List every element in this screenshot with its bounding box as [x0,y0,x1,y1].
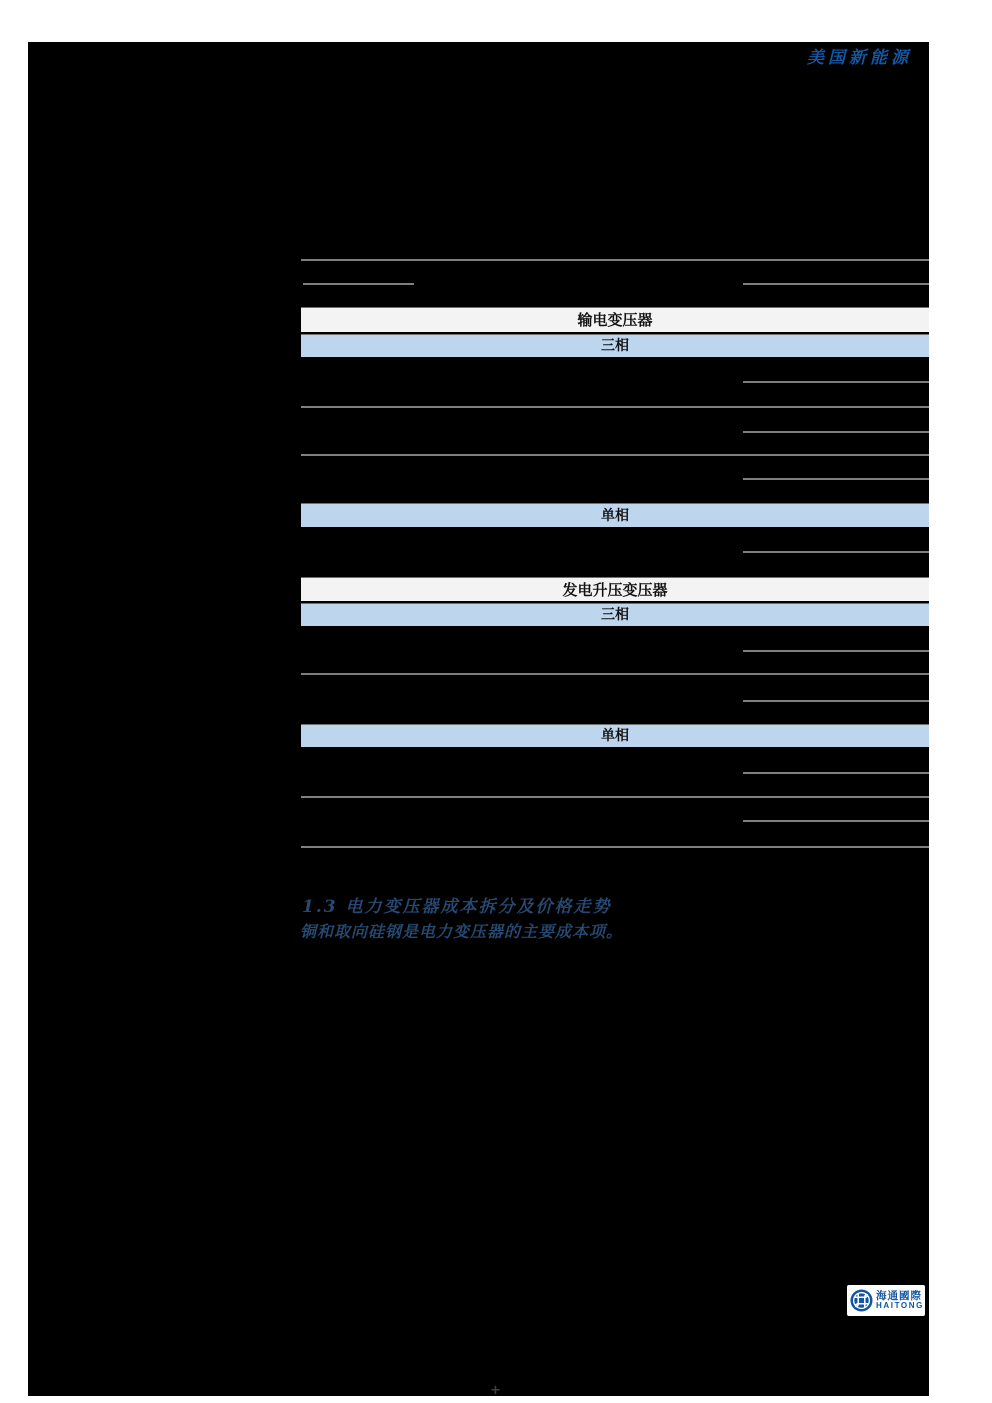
table-section-header-gsu: 发电升压变压器 [301,577,929,601]
page-header-category: 美国新能源 [807,48,912,68]
footer-mark: + [490,1383,501,1398]
table-line [743,772,929,774]
page-content-area [28,42,929,1396]
haitong-logo [847,1285,925,1316]
table-line [301,846,929,848]
table-subheader-single-phase-2: 单相 [301,724,929,747]
table-line [301,454,929,456]
table-line [743,650,929,652]
table-subheader-three-phase-1: 三相 [301,334,929,357]
haitong-logo-en: HAITONG [876,1301,924,1311]
table-line [743,551,929,553]
table-line [301,673,929,675]
table-subheader-three-phase-2: 三相 [301,603,929,626]
table-line [743,283,929,285]
table-line [743,820,929,822]
haitong-logo-cn: 海通國際 [876,1289,922,1302]
table-line [301,406,929,408]
haitong-emblem-icon [850,1289,873,1312]
table-subheader-single-phase-1: 单相 [301,503,929,527]
table-line [743,478,929,480]
table-line [301,259,929,261]
table-line [303,283,414,285]
haitong-logo-texts [876,1291,924,1311]
table-line [743,381,929,383]
section-lead-text: 铜和取向硅钢是电力变压器的主要成本项。 [300,922,624,941]
section-title: 1.3 电力变压器成本拆分及价格走势 [302,897,612,917]
table-line [743,431,929,433]
table-line [301,796,929,798]
table-section-header-transmission: 输电变压器 [301,307,929,332]
table-line [743,700,929,702]
